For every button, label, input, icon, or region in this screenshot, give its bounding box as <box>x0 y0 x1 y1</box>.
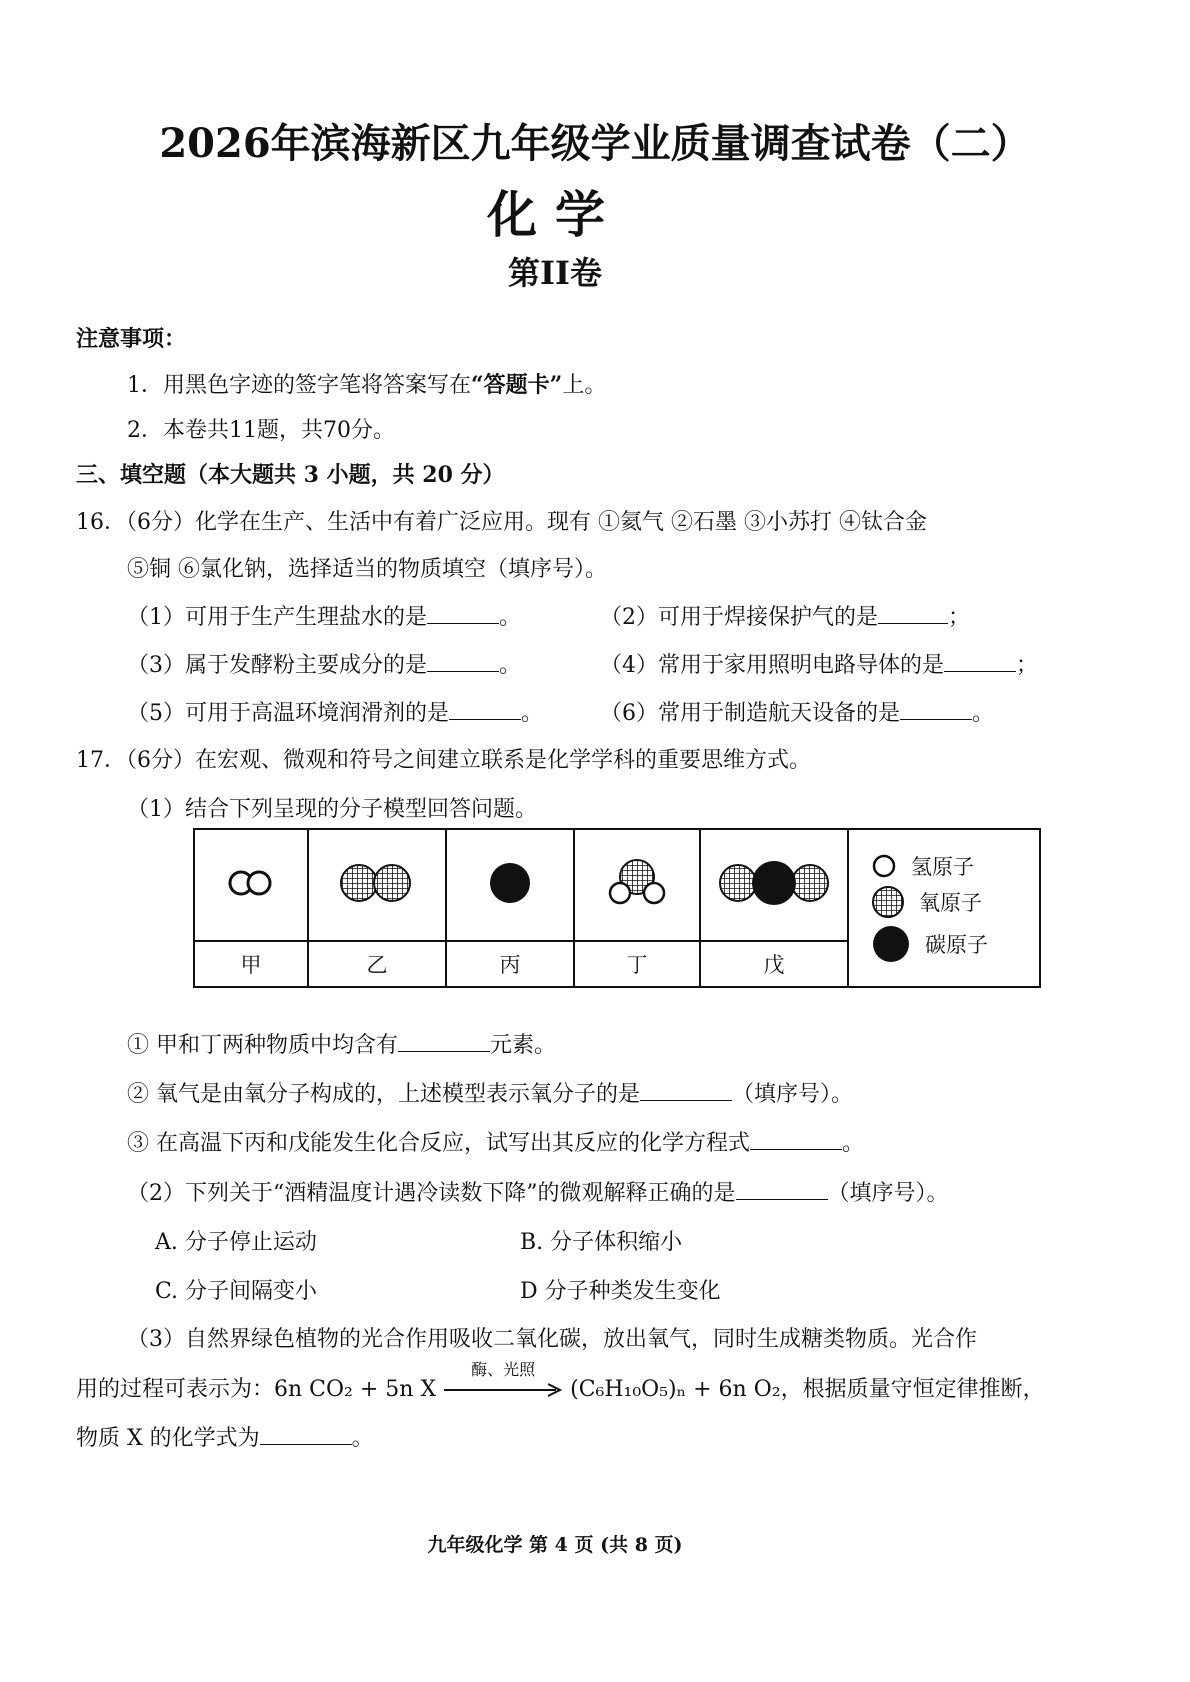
exam-title: 2026年滨海新区九年级学业质量调查试卷（二） <box>159 120 1031 167</box>
legend-hydrogen <box>871 848 1039 884</box>
q16-part1-text: （1）可用于生产生理盐水的是 <box>127 605 427 630</box>
carbon-atom-icon <box>480 858 540 908</box>
q17-sub3-line2 <box>76 1360 1045 1403</box>
q17-sub1: （1）结合下列呈现的分子模型回答问题。 <box>127 797 537 822</box>
answer-blank[interactable] <box>640 1080 732 1101</box>
q17-item3-text: ③ 在高温下丙和戊能发生化合反应，试写出其反应的化学方程式 <box>127 1131 750 1156</box>
carbon-atom-legend-icon <box>871 924 911 964</box>
reaction-condition: 酶、光照 <box>471 1360 536 1379</box>
answer-blank[interactable] <box>878 603 948 624</box>
answer-blank[interactable] <box>427 603 499 624</box>
answer-blank[interactable] <box>736 1179 828 1200</box>
q17-sub3-line2-suffix: ，根据质量守恒定律推断， <box>780 1377 1045 1402</box>
q17-sub2 <box>127 1176 949 1207</box>
punct: 。 <box>499 605 522 630</box>
q17-sub3-line2-prefix: 用的过程可表示为： <box>76 1377 275 1402</box>
q17-sub2-text: （2）下列关于“酒精温度计遇冷读数下降”的微观解释正确的是 <box>127 1181 736 1206</box>
oxygen-molecule-icon <box>332 858 422 908</box>
model-wu <box>700 829 848 941</box>
punct: 。 <box>499 653 522 678</box>
q17-item2-suffix: （填序号）。 <box>732 1082 854 1107</box>
q16-part1 <box>127 600 521 631</box>
answer-blank[interactable] <box>398 1031 490 1052</box>
q16-part6 <box>600 696 994 727</box>
notes-heading: 注意事项： <box>76 326 187 352</box>
q16-part3 <box>127 648 521 679</box>
label-wu: 戊 <box>700 941 848 987</box>
legend-hydrogen-label: 氢原子 <box>911 855 974 879</box>
model-yi <box>308 829 446 941</box>
q17-item2 <box>127 1077 853 1108</box>
punct: ； <box>948 605 971 630</box>
section-heading: 三、填空题（本大题共 3 小题，共 20 分） <box>76 462 505 488</box>
equation-products: (C₆H₁₀O₅)ₙ + 6n O₂ <box>570 1377 781 1402</box>
punct: ； <box>1016 653 1039 678</box>
notes-item-2: 2．本卷共11题，共70分。 <box>127 418 395 443</box>
label-bing: 丙 <box>446 941 574 987</box>
q17-sub3-line1: （3）自然界绿色植物的光合作用吸收二氧化碳，放出氧气，同时生成糖类物质。光合作 <box>127 1327 977 1352</box>
carbon-dioxide-molecule-icon <box>714 858 834 908</box>
q17-item3-suffix: 。 <box>842 1131 865 1156</box>
q17-sub3-line3-suffix: 。 <box>351 1426 374 1451</box>
q17-item1-text: ① 甲和丁两种物质中均含有 <box>127 1033 398 1058</box>
equation-reactants: 6n CO₂ + 5n X <box>274 1377 437 1402</box>
q16-part5-text: （5）可用于高温环境润滑剂的是 <box>127 701 449 726</box>
notes-item-1-suffix: 上。 <box>562 373 607 398</box>
arrow-icon <box>444 1379 562 1401</box>
q17-sub3-line3-text: 物质 X 的化学式为 <box>76 1426 260 1451</box>
q16-stem-line1: 16．（6分）化学在生产、生活中有着广泛应用。现有 ①氦气 ②石墨 ③小苏打 ④钛合金 <box>76 510 927 535</box>
volume-title: 第II卷 <box>508 254 602 292</box>
q16-part5 <box>127 696 543 727</box>
q17-item2-text: ② 氧气是由氧分子构成的，上述模型表示氧分子的是 <box>127 1082 640 1107</box>
q17-item3 <box>127 1126 864 1157</box>
q17-sub3-line3 <box>76 1421 374 1452</box>
q17-stem: 17．（6分）在宏观、微观和符号之间建立联系是化学学科的重要思维方式。 <box>76 748 811 773</box>
answer-blank[interactable] <box>260 1424 352 1445</box>
answer-blank[interactable] <box>750 1129 842 1150</box>
punct: 。 <box>521 701 544 726</box>
punct: 。 <box>972 701 995 726</box>
page-footer: 九年级化学 第 4 页 (共 8 页) <box>427 1534 683 1556</box>
legend-carbon-label: 碳原子 <box>925 933 988 957</box>
notes-item-1-text: 1．用黑色字迹的签字笔将答案写在 <box>127 373 471 398</box>
molecule-model-table <box>193 828 1041 988</box>
label-jia: 甲 <box>194 941 308 987</box>
label-yi: 乙 <box>308 941 446 987</box>
reaction-arrow <box>444 1360 562 1401</box>
legend-oxygen <box>871 884 1039 920</box>
atom-legend <box>848 829 1040 987</box>
oxygen-atom-icon <box>871 885 905 919</box>
answer-blank[interactable] <box>900 699 972 720</box>
option-a[interactable]: A. 分子停止运动 <box>155 1230 317 1255</box>
legend-oxygen-label: 氧原子 <box>919 891 982 915</box>
answer-card-label: “答题卡” <box>471 372 563 398</box>
model-bing <box>446 829 574 941</box>
answer-blank[interactable] <box>427 651 499 672</box>
option-c[interactable]: C. 分子间隔变小 <box>155 1279 318 1304</box>
model-jia <box>194 829 308 941</box>
hydrogen-atom-icon <box>871 853 897 879</box>
notes-item-1 <box>127 368 606 399</box>
legend-carbon <box>871 920 1039 968</box>
option-b[interactable]: B. 分子体积缩小 <box>520 1230 683 1255</box>
q17-sub2-suffix: （填序号）。 <box>827 1181 949 1206</box>
answer-blank[interactable] <box>449 699 521 720</box>
q16-stem-line2: ⑤铜 ⑥氯化钠，选择适当的物质填空（填序号）。 <box>127 557 607 582</box>
q16-part3-text: （3）属于发酵粉主要成分的是 <box>127 653 427 678</box>
answer-blank[interactable] <box>944 651 1016 672</box>
q16-part2 <box>600 600 970 631</box>
model-ding <box>574 829 700 941</box>
hydrogen-molecule-icon <box>221 863 281 903</box>
subject-title: 化学 <box>487 185 623 244</box>
water-molecule-icon <box>597 855 677 911</box>
q17-item1 <box>127 1028 556 1059</box>
option-d[interactable]: D 分子种类发生变化 <box>520 1279 721 1304</box>
q16-part6-text: （6）常用于制造航天设备的是 <box>600 701 900 726</box>
q16-part4-text: （4）常用于家用照明电路导体的是 <box>600 653 944 678</box>
label-ding: 丁 <box>574 941 700 987</box>
q17-item1-suffix: 元素。 <box>490 1033 557 1058</box>
q16-part4 <box>600 648 1038 679</box>
q16-part2-text: （2）可用于焊接保护气的是 <box>600 605 878 630</box>
